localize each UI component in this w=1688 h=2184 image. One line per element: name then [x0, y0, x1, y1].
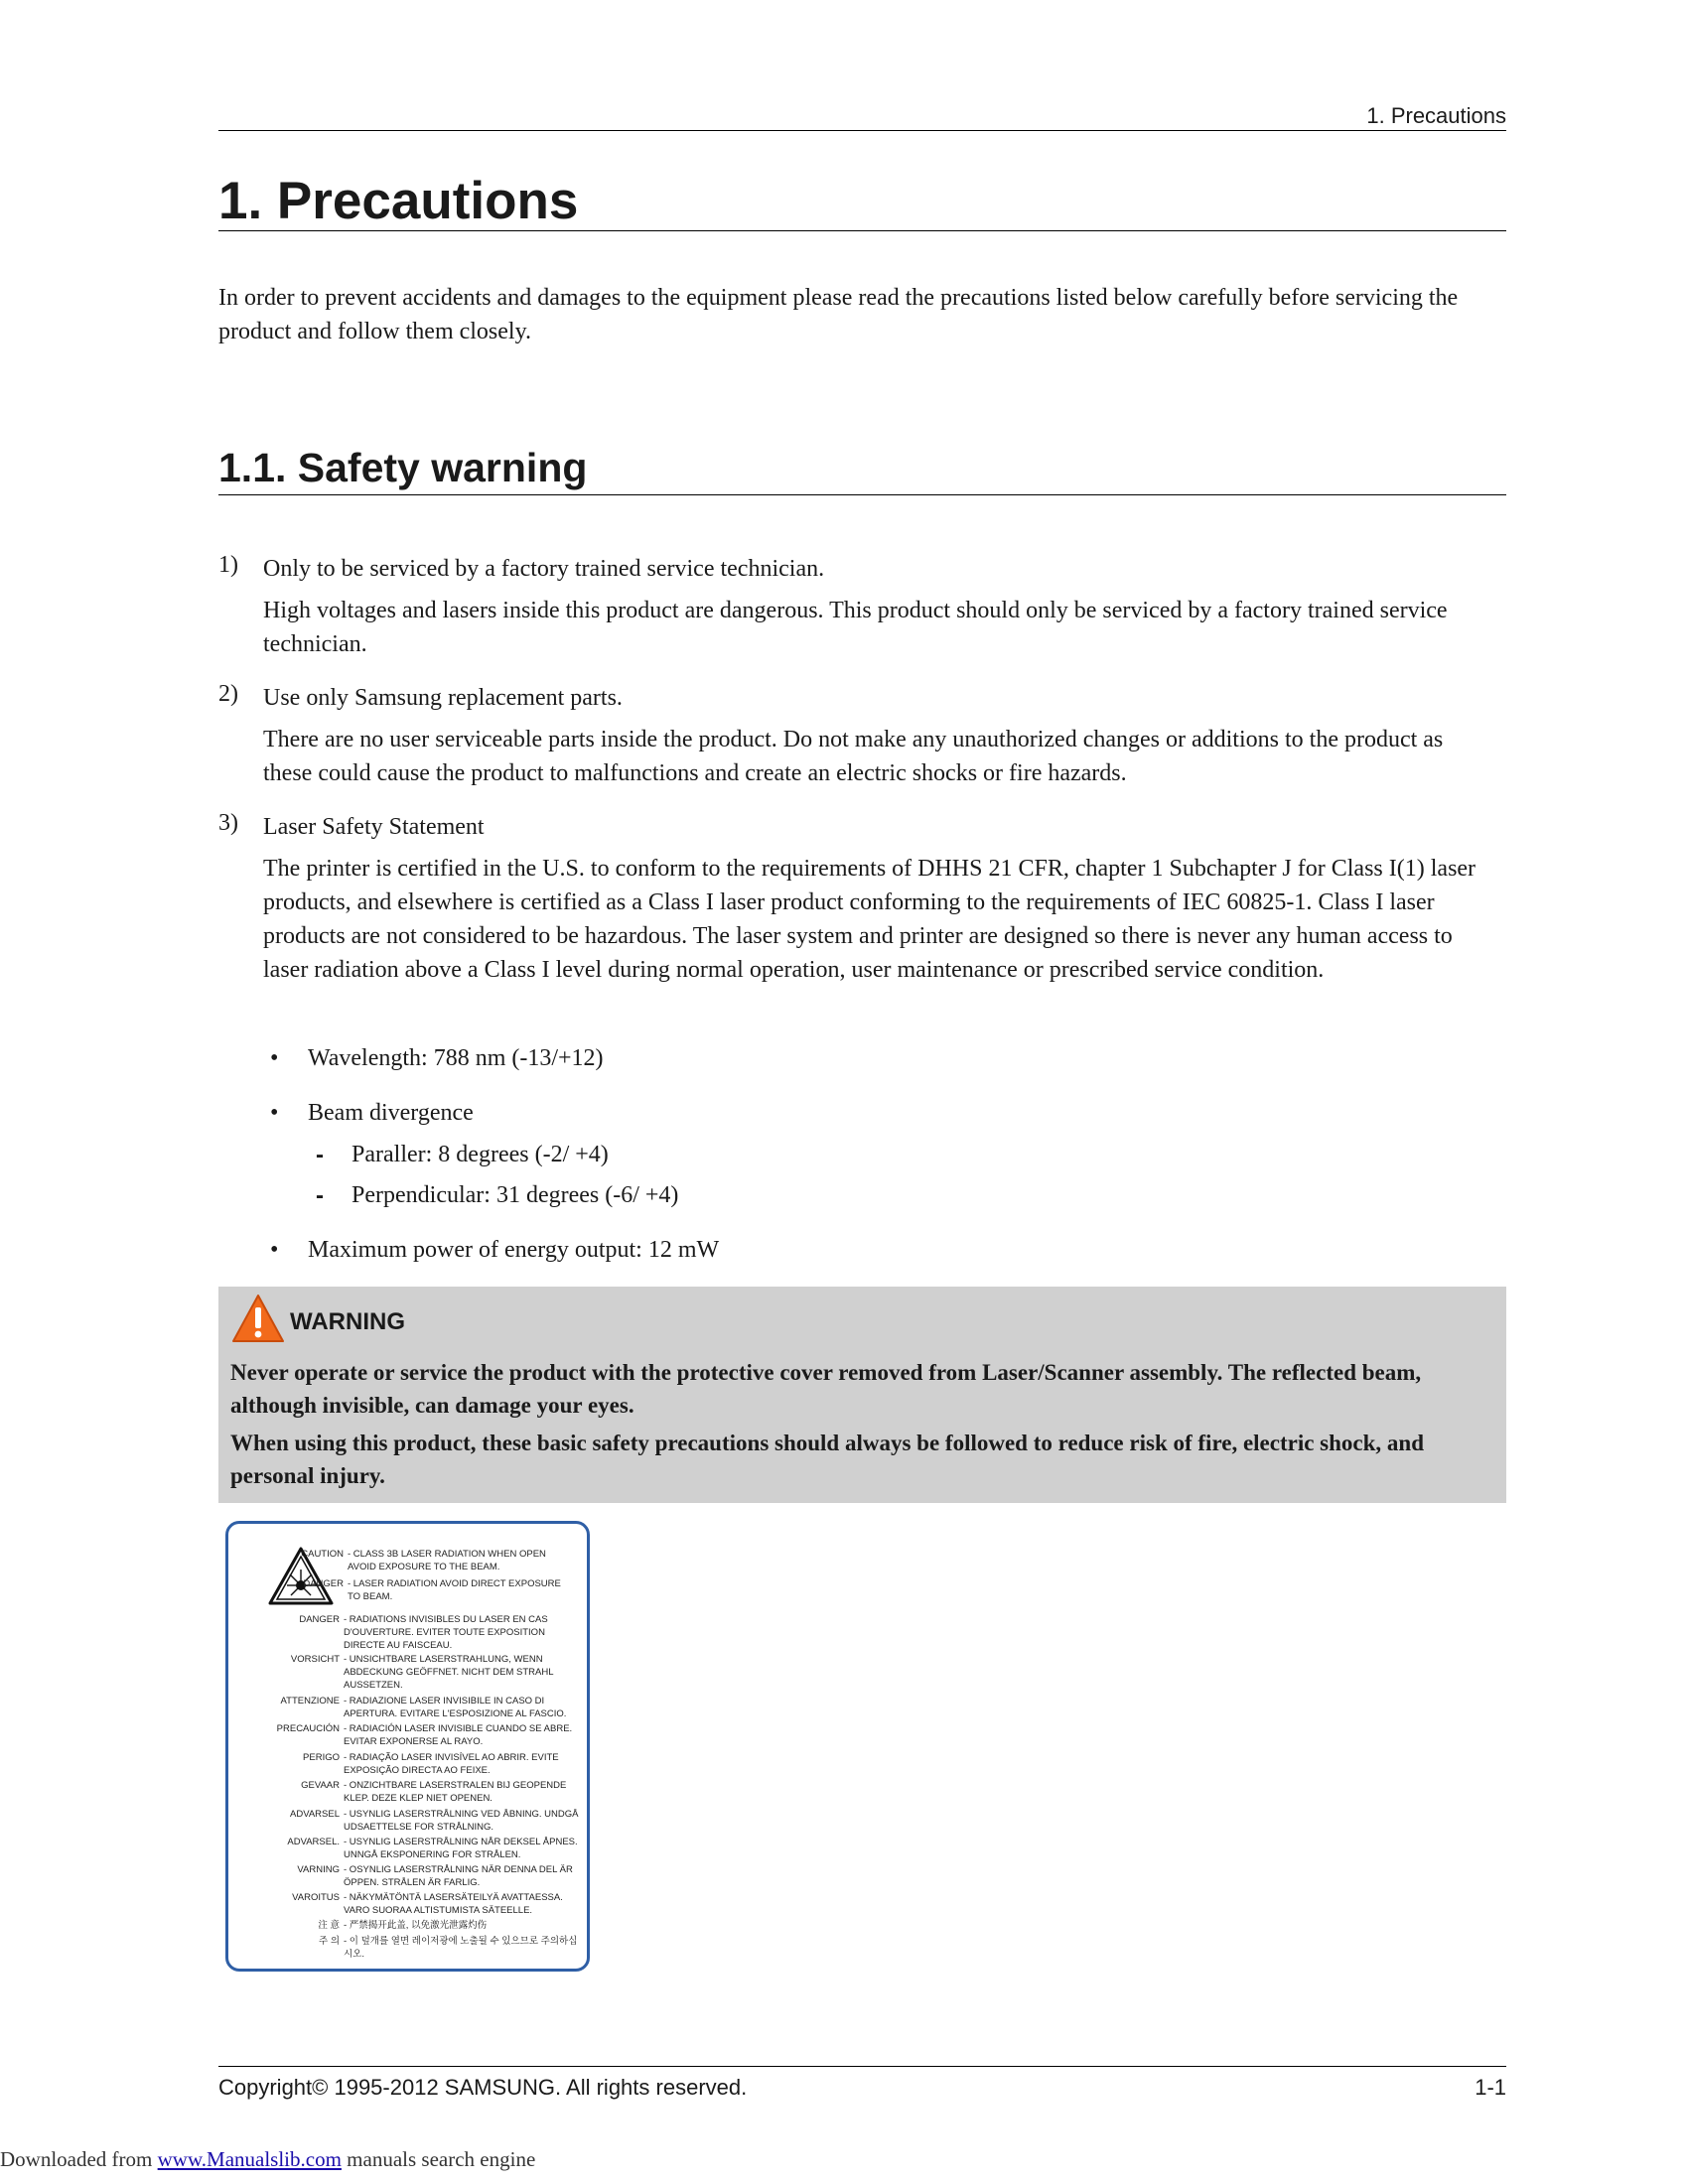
label-key: CAUTION — [301, 1549, 344, 1560]
warning-triangle-icon — [230, 1293, 286, 1344]
label-value: - USYNLIG LASERSTRÅLNING VED ÅBNING. UNDGÅ UDSAETTELSE FOR STRÅLNING. — [344, 1809, 579, 1833]
label-key: ADVARSEL — [290, 1809, 340, 1820]
section-title: 1.1. Safety warning — [218, 445, 588, 490]
spec-paraller: Paraller: 8 degrees (-2/ +4) — [352, 1142, 609, 1167]
bullet-marker: • — [270, 1100, 279, 1126]
page-title: 1. Precautions — [218, 172, 579, 230]
label-value: - RADIACIÓN LASER INVISIBLE CUANDO SE ABRE. EVITAR EXPONERSE AL RAYO. — [344, 1723, 573, 1747]
spec-beam-divergence: Beam divergence — [308, 1100, 474, 1126]
dash-marker: - — [316, 1182, 324, 1209]
label-value: - NÄKYMÄTÖNTÄ LASERSÄTEILYÄ AVATTAESSA. VARO SUORAA ALTISTUMISTA SÄTEELLE. — [344, 1892, 563, 1916]
item-body: The printer is certified in the U.S. to conform to the requirements of DHHS 21 CFR, chapter 1 Subchapter J for Class I(1) laser products, and elsewhere is certified as a Class I laser product conforming to the requirements of IEC 60825-1. Class I laser products are not considered to be hazardous. The laser system and printer are designed so there is never any human access to laser radiation above a Class I level during normal operation, user maintenance or prescribed service condition. — [263, 856, 1477, 983]
label-value: - USYNLIG LASERSTRÅLNING NÅR DEKSEL ÅPNES. UNNGÅ EKSPONERING FOR STRÅLEN. — [344, 1837, 578, 1860]
section-rule — [218, 494, 1506, 495]
item-number: 1) — [218, 552, 238, 578]
intro-paragraph: In order to prevent accidents and damages to the equipment please read the precautions listed below carefully before servicing the product and follow them closely. — [218, 285, 1459, 344]
warning-title: WARNING — [290, 1308, 405, 1335]
item-body: There are no user serviceable parts inside the product. Do not make any unauthorized changes or additions to the product as these could cause the product to malfunctions and create an electric shocks or fire hazards. — [263, 727, 1444, 786]
label-key: VORSICHT — [290, 1654, 340, 1665]
label-value: - RADIAZIONE LASER INVISIBILE IN CASO DI APERTURA. EVITARE L'ESPOSIZIONE AL FASCIO. — [344, 1696, 567, 1719]
item-body: High voltages and lasers inside this product are dangerous. This product should only be serviced by a factory trained service technician. — [263, 598, 1448, 657]
download-prefix: Downloaded from — [0, 2147, 158, 2171]
label-key: DANGER — [303, 1578, 344, 1589]
title-rule — [218, 230, 1506, 231]
label-value: - UNSICHTBARE LASERSTRAHLUNG, WENN ABDECKUNG GEÖFFNET. NICHT DEM STRAHL AUSSETZEN. — [344, 1654, 554, 1691]
item-heading: Laser Safety Statement — [263, 814, 485, 840]
label-key: VARNING — [297, 1864, 340, 1875]
label-key: PERIGO — [303, 1752, 340, 1763]
label-key: GEVAAR — [301, 1780, 340, 1791]
label-key: DANGER — [299, 1614, 340, 1625]
item-number: 3) — [218, 810, 238, 836]
item-number: 2) — [218, 681, 238, 707]
manualslib-link[interactable]: www.Manualslib.com — [157, 2147, 342, 2171]
laser-caution-label — [225, 1521, 590, 1972]
header-rule — [218, 130, 1506, 131]
item-heading: Only to be serviced by a factory trained service technician. — [263, 556, 825, 582]
copyright: Copyright© 1995-2012 SAMSUNG. All rights reserved. — [218, 2075, 748, 2100]
label-key: PRECAUCIÓN — [276, 1723, 340, 1734]
bullet-marker: • — [270, 1237, 279, 1263]
dash-marker: - — [316, 1142, 324, 1168]
label-value: - 이 덮개를 열면 레이저광에 노출될 수 있으므로 주의하십시오. — [344, 1936, 578, 1960]
label-key: ATTENZIONE — [280, 1696, 340, 1706]
download-notice — [0, 2147, 535, 2172]
spec-max-power: Maximum power of energy output: 12 mW — [308, 1237, 720, 1263]
label-key: VAROITUS — [292, 1892, 340, 1903]
label-key: ADVARSEL. — [287, 1837, 340, 1847]
label-value: - RADIAÇÃO LASER INVISÍVEL AO ABRIR. EVITE EXPOSIÇÃO DIRECTA AO FEIXE. — [344, 1752, 559, 1776]
label-value: - ONZICHTBARE LASERSTRALEN BIJ GEOPENDE KLEP. DEZE KLEP NIET OPENEN. — [344, 1780, 567, 1804]
label-value: - OSYNLIG LASERSTRÅLNING NÄR DENNA DEL ÄR ÖPPEN. STRÅLEN ÄR FARLIG. — [344, 1864, 573, 1888]
warning-text: When using this product, these basic safety precautions should always be followed to reduce risk of fire, electric shock, and personal injury. — [230, 1431, 1424, 1488]
spec-perpendicular: Perpendicular: 31 degrees (-6/ +4) — [352, 1182, 679, 1208]
bullet-marker: • — [270, 1045, 279, 1071]
label-key: 注 意 — [318, 1920, 340, 1931]
item-heading: Use only Samsung replacement parts. — [263, 685, 623, 711]
label-value: - CLASS 3B LASER RADIATION WHEN OPEN AVOID EXPOSURE TO THE BEAM. — [348, 1549, 546, 1572]
download-suffix: manuals search engine — [341, 2147, 536, 2171]
spec-wavelength: Wavelength: 788 nm (-13/+12) — [308, 1045, 604, 1071]
label-value: - 严禁揭开此盖, 以免激光泄露灼伤 — [344, 1920, 488, 1931]
label-value: - LASER RADIATION AVOID DIRECT EXPOSURE TO BEAM. — [348, 1578, 561, 1602]
warning-box — [218, 1287, 1506, 1503]
warning-text: Never operate or service the product with the protective cover removed from Laser/Scanner assembly. The reflected beam, although invisible, can damage your eyes. — [230, 1360, 1422, 1418]
label-value: - RADIATIONS INVISIBLES DU LASER EN CAS D'OUVERTURE. EVITER TOUTE EXPOSITION DIRECTE AU FAISCEAU. — [344, 1614, 548, 1651]
page-number: 1-1 — [1475, 2075, 1506, 2100]
label-key: 주 의 — [319, 1936, 340, 1947]
footer-rule — [218, 2066, 1506, 2067]
running-head: 1. Precautions — [1366, 103, 1506, 128]
